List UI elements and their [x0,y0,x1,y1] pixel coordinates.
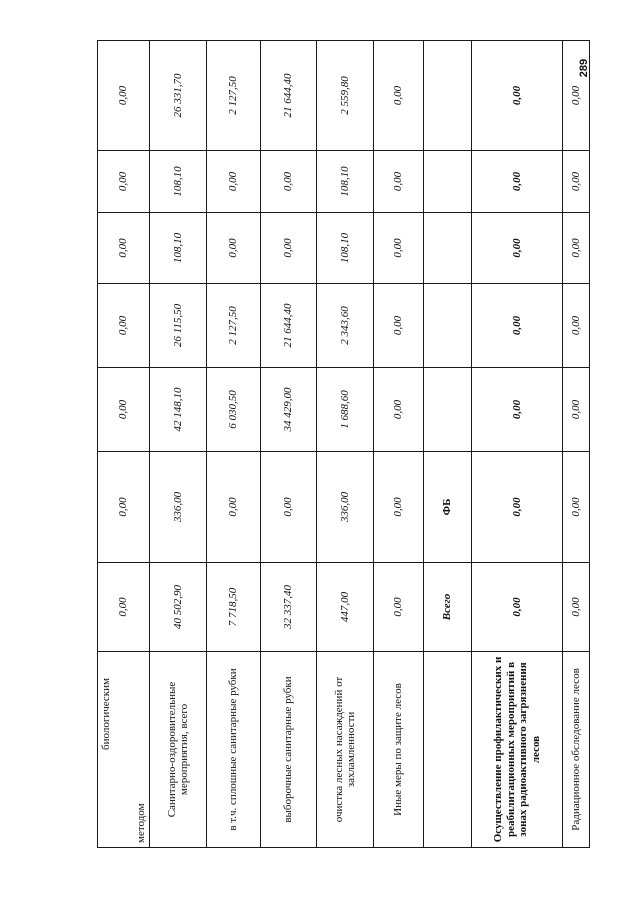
value-cell: 0,00 [472,151,563,213]
value-cell: 26 331,70 [150,41,207,151]
value-cell: 0,00 [374,41,424,151]
row-label-top: биологическим [100,678,112,750]
value-cell: 0,00 [563,151,590,213]
table-row [317,41,374,848]
value-cell: 0,00 [261,213,317,284]
table-row [424,41,472,848]
value-cell: 2 559,80 [317,41,374,151]
fund-label: ФБ [424,452,472,563]
empty-cell [424,151,472,213]
value-cell: 34 429,00 [261,368,317,452]
value-cell: 21 644,40 [261,41,317,151]
value-cell: 0,00 [472,452,563,563]
value-cell: 26 115,50 [150,284,207,368]
value-cell: 0,00 [207,151,261,213]
value-cell: 336,00 [317,452,374,563]
value-cell: 2 343,60 [317,284,374,368]
empty-cell [424,368,472,452]
value-cell: 2 127,50 [207,284,261,368]
value-cell: 0,00 [472,213,563,284]
table-row [207,41,261,848]
value-cell: 0,00 [98,151,150,213]
value-cell: 6 030,50 [207,368,261,452]
value-cell: 0,00 [261,151,317,213]
value-cell: 0,00 [98,213,150,284]
value-cell: 21 644,40 [261,284,317,368]
row-label [98,652,150,848]
value-cell: 0,00 [472,368,563,452]
budget-table [97,40,590,848]
row-label: Осуществление профилактических и реабилитационных мероприятий в зонах радиоактивного загрязнения лесов [472,652,563,848]
value-cell: 0,00 [563,452,590,563]
row-label-text: в т.ч. сплошные санитарные рубки [227,668,240,831]
empty-cell [424,41,472,151]
table-row [150,41,207,848]
value-cell: 0,00 [563,284,590,368]
table-row [563,41,590,848]
value-cell: 0,00 [374,452,424,563]
value-cell: 0,00 [98,284,150,368]
row-label [563,652,590,848]
value-cell: 42 148,10 [150,368,207,452]
row-label-text: выборочные санитарные рубки [282,676,295,823]
row-label-text: Иные меры по защите лесов [392,683,405,816]
value-cell: 0,00 [98,368,150,452]
page-number: 289 [578,58,590,78]
empty-cell [424,284,472,368]
value-cell: 336,00 [150,452,207,563]
value-cell: 108,10 [150,213,207,284]
row-label [317,652,374,848]
value-cell: 0,00 [472,284,563,368]
table-row [374,41,424,848]
value-cell: 1 688,60 [317,368,374,452]
row-label [374,652,424,848]
value-cell: 0,00 [563,213,590,284]
value-cell: 0,00 [98,563,150,652]
value-cell: 0,00 [472,41,563,151]
row-label [207,652,261,848]
row-label-text: Радиационное обследование лесов [569,668,582,831]
value-cell: 0,00 [374,368,424,452]
value-cell: 0,00 [98,452,150,563]
value-cell: 40 502,90 [150,563,207,652]
value-cell: 0,00 [207,213,261,284]
row-label-text: Санитарно-оздоровительные мероприятия, всего [165,681,191,818]
row-label [150,652,207,848]
value-cell: 0,00 [374,151,424,213]
row-label-text: очистка лесных насаждений от захламленности [332,676,358,823]
value-cell: 32 337,40 [261,563,317,652]
row-label-bottom: методом [134,803,147,843]
table-row [472,41,563,848]
table-row [98,41,150,848]
value-cell: 0,00 [472,563,563,652]
value-cell: 0,00 [563,368,590,452]
total-label: Всего [424,563,472,652]
value-cell: 0,00 [563,563,590,652]
value-cell: 108,10 [150,151,207,213]
value-cell: 0,00 [374,213,424,284]
value-cell: 0,00 [207,452,261,563]
value-cell: 447,00 [317,563,374,652]
value-cell: 0,00 [374,284,424,368]
value-cell: 0,00 [374,563,424,652]
value-cell: 0,00 [261,452,317,563]
row-label [261,652,317,848]
value-cell: 7 718,50 [207,563,261,652]
empty-cell [424,213,472,284]
row-label-empty [424,652,472,848]
value-cell: 2 127,50 [207,41,261,151]
value-cell: 108,10 [317,151,374,213]
value-cell: 0,00 [563,41,590,151]
value-cell: 108,10 [317,213,374,284]
rotated-table-wrapper [97,41,582,848]
table-row [261,41,317,848]
value-cell: 0,00 [98,41,150,151]
